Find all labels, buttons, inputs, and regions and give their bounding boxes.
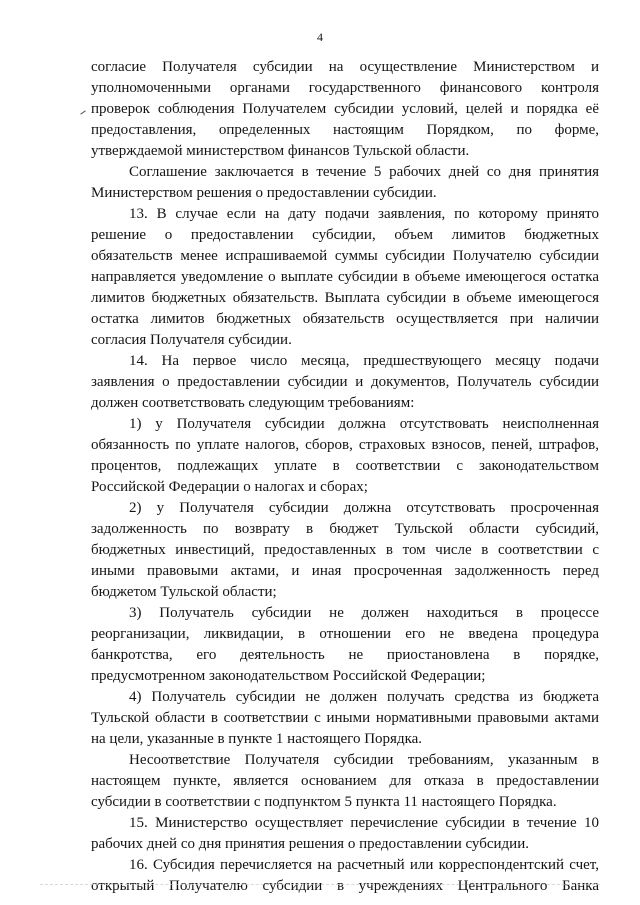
paragraph-p-13 <box>91 204 599 351</box>
text-line: рабочих дней со дня принятия решения о предоставлении субсидии. <box>91 836 529 852</box>
paragraph-p-16 <box>91 855 599 897</box>
document-body <box>91 57 599 897</box>
scan-artifact-line <box>40 884 600 887</box>
text-line: бюджетных инвестиций, предоставленных в том числе в соответствии с <box>91 542 599 558</box>
text-line: заявления о предоставлении субсидии и документов, Получатель субсидии <box>91 374 599 390</box>
paragraph-p-consent <box>91 57 599 162</box>
text-line: субсидии в соответствии с подпунктом 5 пункта 11 настоящего Порядка. <box>91 794 557 810</box>
text-line: 1) у Получателя субсидии должна отсутствовать неисполненная <box>129 416 599 432</box>
text-line: лимитов бюджетных обязательств. Выплата субсидии в объеме имеющегося <box>91 290 599 306</box>
page-number: 4 <box>317 30 323 44</box>
paragraph-p-14-2 <box>91 498 599 603</box>
text-line: уполномоченными органами государственного финансового контроля <box>91 80 599 96</box>
text-line: 15. Министерство осуществляет перечисление субсидии в течение 10 <box>129 815 599 831</box>
text-line: обязательств менее испрашиваемой суммы субсидии Получателю субсидии <box>91 248 599 264</box>
text-line: Соглашение заключается в течение 5 рабочих дней со дня принятия <box>129 164 599 180</box>
text-line: Несоответствие Получателя субсидии требованиям, указанным в <box>129 752 599 768</box>
text-line: 16. Субсидия перечисляется на расчетный или корреспондентский счет, <box>129 857 599 873</box>
text-line: 13. В случае если на дату подачи заявления, по которому принято <box>129 206 599 222</box>
text-line: процентов, подлежащих уплате в соответствии с законодательством <box>91 458 599 474</box>
text-line: реорганизации, ликвидации, в отношении его не введена процедура <box>91 626 599 642</box>
paragraph-p-14 <box>91 351 599 414</box>
text-line: остатка лимитов бюджетных обязательств осуществляется при наличии <box>91 311 599 327</box>
text-line: бюджетом Тульской области; <box>91 584 277 600</box>
text-line: Российской Федерации о налогах и сборах; <box>91 479 368 495</box>
text-line: 3) Получатель субсидии не должен находиться в процессе <box>129 605 599 621</box>
paragraph-p-nonconformity <box>91 750 599 813</box>
text-line: 14. На первое число месяца, предшествующего месяцу подачи <box>129 353 599 369</box>
text-line: согласие Получателя субсидии на осуществление Министерством и <box>91 59 599 75</box>
paragraph-p-15 <box>91 813 599 855</box>
text-line: настоящем пункте, является основанием для отказа в предоставлении <box>91 773 599 789</box>
paragraph-p-14-4 <box>91 687 599 750</box>
text-line: должен соответствовать следующим требованиям: <box>91 395 415 411</box>
text-line: решение о предоставлении субсидии, объем лимитов бюджетных <box>91 227 599 243</box>
margin-pen-mark <box>80 110 85 114</box>
text-line: иными правовыми актами, и иная просроченная задолженность перед <box>91 563 599 579</box>
paragraph-p-14-3 <box>91 603 599 687</box>
text-line: направляется уведомление о выплате субсидии в объеме имеющегося остатка <box>91 269 599 285</box>
text-line: задолженность по возврату в бюджет Тульской области субсидий, <box>91 521 599 537</box>
text-line: проверок соблюдения Получателем субсидии условий, целей и порядка её <box>91 101 599 117</box>
text-line: утверждаемой министерством финансов Тульской области. <box>91 143 470 159</box>
text-line: 4) Получатель субсидии не должен получать средства из бюджета <box>129 689 599 705</box>
text-line: банкротства, его деятельность не приостановлена в порядке, <box>91 647 599 663</box>
text-line: на цели, указанные в пункте 1 настоящего Порядка. <box>91 731 423 747</box>
text-line: обязанность по уплате налогов, сборов, страховых взносов, пеней, штрафов, <box>91 437 599 453</box>
text-line: предоставления, определенных настоящим Порядком, по форме, <box>91 122 599 138</box>
text-line: открытый Получателю субсидии в учреждениях Центрального Банка <box>91 878 599 894</box>
text-line: 2) у Получателя субсидии должна отсутствовать просроченная <box>129 500 599 516</box>
paragraph-p-agreement <box>91 162 599 204</box>
text-line: предусмотренном законодательством Российской Федерации; <box>91 668 486 684</box>
text-line: Министерством решения о предоставлении субсидии. <box>91 185 437 201</box>
text-line: Тульской области в соответствии с иными нормативными правовыми актами <box>91 710 599 726</box>
paragraph-p-14-1 <box>91 414 599 498</box>
text-line: согласия Получателя субсидии. <box>91 332 292 348</box>
